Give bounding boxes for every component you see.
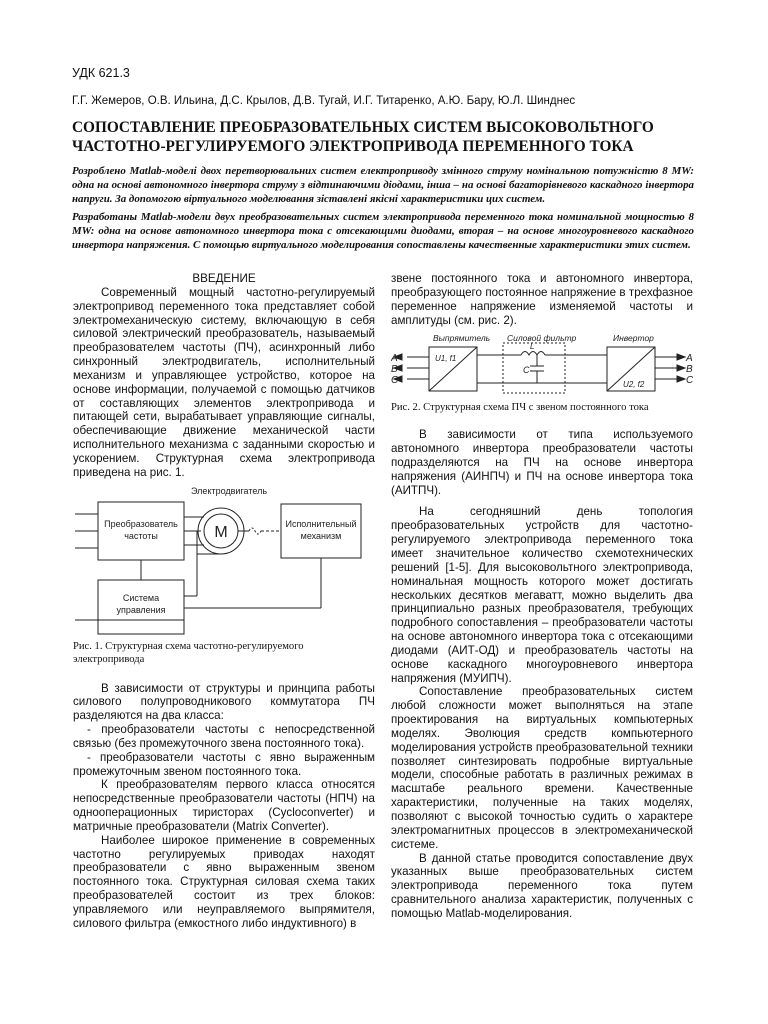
figure-2 [391, 331, 693, 414]
paragraph: К преобразователям первого класса относятся непосредственные преобразователи частоты (НПЧ) на однооперационных тиристорах (Cycloconverter) и матричные преобразователи (Matrix Converter). [73, 778, 375, 833]
paper-title: СОПОСТАВЛЕНИЕ ПРЕОБРАЗОВАТЕЛЬНЫХ СИСТЕМ ВЫСОКОВОЛЬТНОГО ЧАСТОТНО-РЕГУЛИРУЕМОГО ЭЛЕКТРОПРИВОДА ПЕРЕМЕННОГО ТОКА [72, 119, 654, 155]
phase-in-b: B [391, 364, 398, 376]
paragraph: Современный мощный частотно-регулируемый электропривод переменного тока представляет собой электромеханическую систему, включающую в себя силовой электрический преобразователь, называемый преобразователем частоты (ПЧ), асинхронный либо синхронный электродвигатель, исполнительный механизм и управляющее устройство, которое на основе информации, получаемой с помощью датчиков от составляющих элементов электропривода и питающей сети, вырабатывает управляющие сигналы, обеспечивающие движение механической части исполнительного механизма с заданными скоростью и ускорением. Структурная схема электропривода приведена на рис. 1. [73, 285, 375, 479]
phase-out-b: B [686, 364, 693, 376]
paragraph: В зависимости от типа используемого автономного инвертора преобразователи частоты подразделяются на ПЧ на основе инвертора напряжения (АИНПЧ) и ПЧ на основе инвертора тока (АИТПЧ). [391, 428, 693, 497]
motor-symbol: M [214, 523, 228, 541]
rectifier-label: Выпрямитель [433, 333, 491, 344]
right-column [391, 272, 693, 921]
author-list: Г.Г. Жемеров, О.В. Ильина, Д.С. Крылов, Д.В. Тугай, И.Г. Титаренко, А.Ю. Бару, Ю.Л. Шинднес [72, 95, 576, 107]
phase-in-c: C [391, 375, 399, 387]
figure-1-caption-line2: электропривода [73, 653, 145, 665]
paragraph: звене постоянного тока и автономного инвертора, преобразующего постоянное напряжение в трехфазное переменное напряжение изменяемой частоты и амплитуды (см. рис. 2). [391, 272, 693, 327]
mechanism-label-line2: механизм [300, 530, 342, 541]
inverter-symbol: U2, f2 [623, 380, 645, 390]
control-label-line2: управления [116, 604, 166, 615]
motor-label: Электродвигатель [191, 485, 268, 496]
inductor-symbol [521, 352, 545, 356]
section-heading-introduction: ВВЕДЕНИЕ [192, 272, 256, 285]
abstract-ukrainian: Розроблено Matlab-моделі двох перетворювальних систем електроприводу змінного струму номінальною потужністю 8 MW: одна на основі автономного інвертора струму з відтинаючими діодами, інша – на основі багаторівневого каскадного інвертора напруги. За допомогою віртуального моделювання зіставлені якісні характеристики цих систем. [72, 165, 694, 205]
udc-code: УДК 621.3 [72, 66, 130, 80]
paragraph: Наиболее широкое применение в современных частотно регулируемых приводах находят преобразователи с явно выраженным звеном постоянного тока. Структурная силовая схема таких преобразователей состоит из трех блоков: управляемого или неуправляемого выпрямителя, силового фильтра (емкостного либо индуктивного) в [73, 833, 375, 930]
abstract-russian: Разработаны Matlab-модели двух преобразовательных систем электропривода переменного тока номинальной мощностью 8 MW: одна на основе автономного инвертора тока с отсекающими диодами, вторая – на основе многоуровневого каскадного инвертора напряжения. С помощью виртуального моделирования сопоставлены качественные характеристики этих систем. [72, 211, 694, 251]
left-column [73, 272, 375, 931]
inductor-label: L [530, 342, 535, 352]
phase-in-a: A [391, 353, 398, 365]
converter-label-line2: частоты [124, 530, 158, 541]
paragraph: Сопоставление преобразовательных систем любой сложности может выполняться на этапе проектирования на виртуальных компьютерных моделях. Эволюция средств компьютерного моделирования устройств преобразовательной техники позволяет синтезировать подробные виртуальные модели, способные работать в различных режимах в масштабе реального времени. Качественные характеристики, полученные на таких моделях, позволяют с высокой точностью судить о характере электромагнитных процессов в электромеханической системе. [391, 685, 693, 851]
figure-2-diagram [391, 331, 693, 397]
rectifier-symbol: U1, f1 [435, 354, 457, 364]
paragraph: На сегодняшний день топология преобразовательных устройств для частотно-регулируемого электропривода переменного тока имеет значительное количество схемотехнических решений [1-5]. Для высоковольтного электропривода, номинальная мощность которого может достигать нескольких десятков мегаватт, можно выделить два принципиально разных преобразователя, требующих подробного сопоставления – преобразователи частоты на основе автономного инвертора тока с отсекающими диодами (АИТ-ОД) и преобразователь частоты на основе каскадного многоуровневого инвертора напряжения (МУИПЧ). [391, 505, 693, 685]
list-item: - преобразователи частоты с явно выраженным промежуточным звеном постоянного тока. [73, 750, 375, 778]
filter-label: Силовой фильтр [507, 333, 577, 344]
phase-out-c: C [686, 375, 693, 387]
figure-1-caption-line1: Рис. 1. Структурная схема частотно-регулируемого [73, 640, 304, 652]
figure-2-caption: Рис. 2. Структурная схема ПЧ с звеном постоянного тока [391, 402, 649, 414]
paragraph: В данной статье проводится сопоставление двух указанных выше преобразовательных систем электропривода переменного тока путем сравнительного анализа характеристик, полученных с помощью Matlab-моделирования. [391, 851, 693, 920]
list-item: - преобразователи частоты с непосредственной связью (без промежуточного звена постоянного тока). [73, 723, 375, 750]
capacitor-label: C [523, 365, 530, 376]
paragraph: В зависимости от структуры и принципа работы силового полупроводникового коммутатора ПЧ разделяются на два класса: [73, 681, 375, 723]
inverter-label: Инвертор [613, 333, 654, 344]
mechanism-label-line1: Исполнительный [285, 518, 357, 529]
figure-1 [73, 484, 375, 666]
control-label-line1: Система [122, 592, 160, 603]
converter-label-line1: Преобразователь [104, 518, 178, 529]
phase-out-a: A [686, 353, 693, 365]
figure-1-diagram [73, 484, 375, 636]
